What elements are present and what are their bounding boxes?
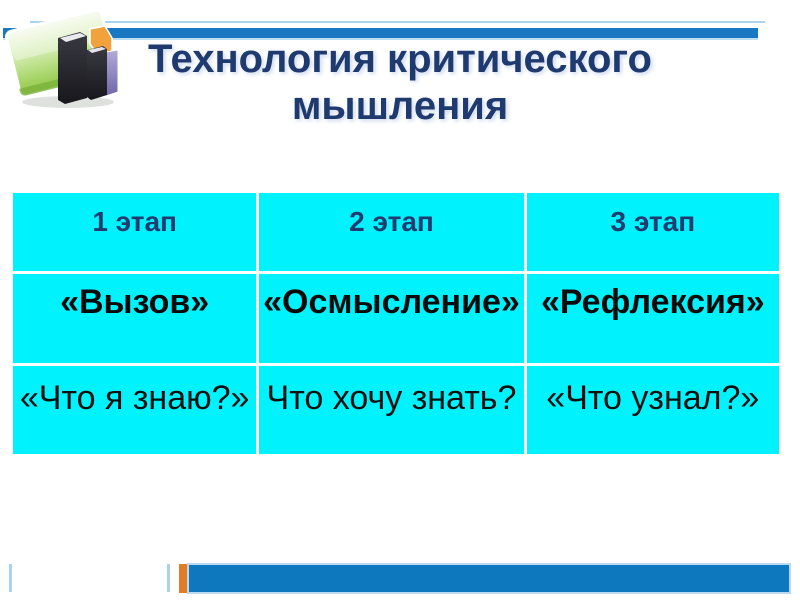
table-cell-stage1-question: «Что я знаю?» [13, 366, 256, 454]
stages-table [13, 193, 779, 454]
slide-title-line2: мышления [291, 84, 509, 128]
table-cell-stage3-name: «Рефлексия» [527, 274, 779, 363]
footer-tick-mid [167, 564, 170, 592]
table-cell-stage2-question: Что хочу знать? [259, 366, 523, 454]
table-cell-stage2-header: 2 этап [259, 193, 523, 271]
slide-title [100, 36, 700, 130]
table-cell-stage1-header: 1 этап [13, 193, 256, 271]
top-accent-thin-line [30, 21, 765, 23]
table-cell-stage1-name: «Вызов» [13, 274, 256, 363]
footer-orange-bar [179, 564, 187, 593]
table-cell-stage3-header: 3 этап [527, 193, 779, 271]
slide-title-line1: Технология критического [148, 37, 652, 81]
table-cell-stage2-name: «Осмысление» [259, 274, 523, 363]
footer-blue-bar [187, 563, 791, 594]
table-cell-stage3-question: «Что узнал?» [527, 366, 779, 454]
footer-tick-left [9, 564, 12, 592]
